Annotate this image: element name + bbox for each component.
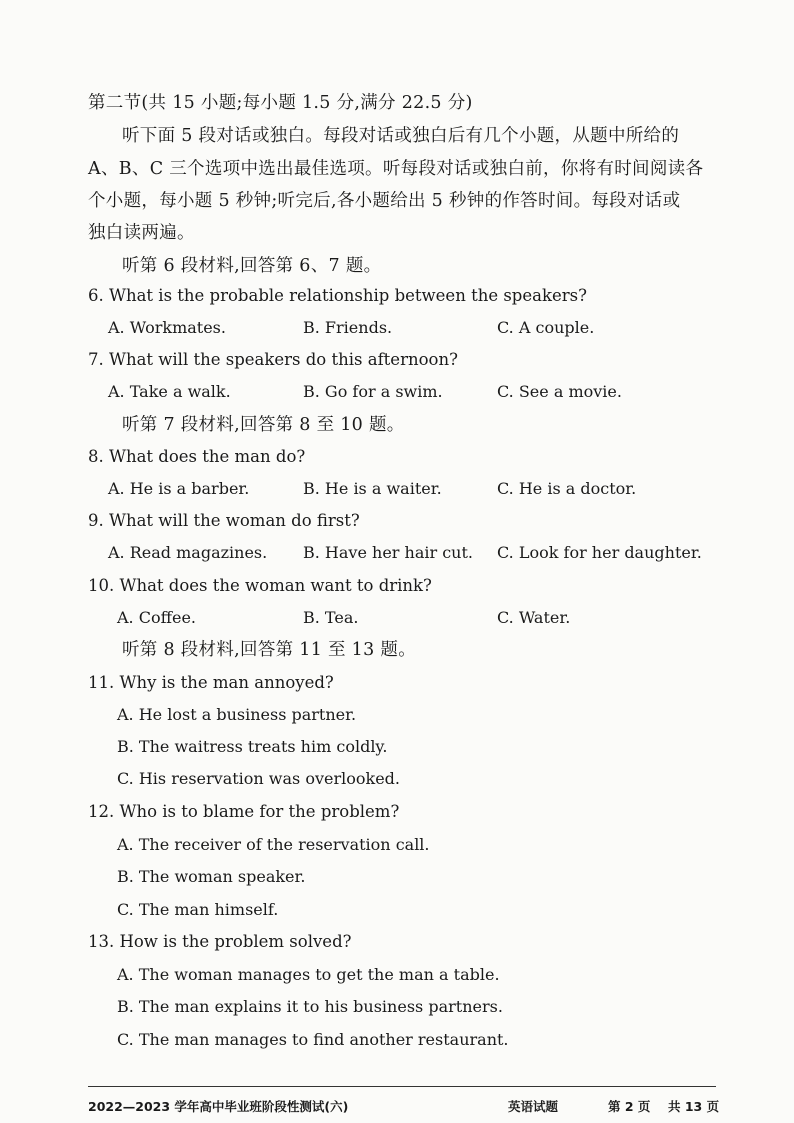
option-c: C. A couple. (497, 318, 595, 337)
option-c: C. His reservation was overlooked. (117, 769, 400, 788)
group-intro: 听第 6 段材料,回答第 6、7 题。 (122, 256, 382, 276)
footer-total-pages: 共 13 页 (668, 1099, 720, 1114)
option-c: C. See a movie. (497, 382, 622, 401)
question-stem: 8. What does the man do? (88, 447, 306, 466)
option-b: B. Have her hair cut. (303, 543, 473, 562)
question-stem: 11. Why is the man annoyed? (88, 673, 334, 692)
option-a: A. He lost a business partner. (117, 705, 357, 724)
option-b: B. The waitress treats him coldly. (117, 737, 388, 756)
option-a: A. Read magazines. (108, 543, 268, 562)
group-intro: 听第 7 段材料,回答第 8 至 10 题。 (122, 415, 405, 435)
option-c: C. Look for her daughter. (497, 543, 702, 562)
question-stem: 6. What is the probable relationship between the speakers? (88, 286, 587, 305)
option-c: C. The man manages to find another restaurant. (117, 1030, 509, 1049)
group-intro: 听第 8 段材料,回答第 11 至 13 题。 (122, 640, 417, 660)
option-b: B. The man explains it to his business partners. (117, 997, 503, 1016)
question-stem: 10. What does the woman want to drink? (88, 576, 432, 595)
footer-exam-title: 2022—2023 学年高中毕业班阶段性测试(六) (88, 1099, 349, 1114)
option-a: A. He is a barber. (108, 479, 250, 498)
instruction-line: 听下面 5 段对话或独白。每段对话或独白后有几个小题，从题中所给的 (122, 126, 680, 146)
option-b: B. Friends. (303, 318, 393, 337)
option-c: C. The man himself. (117, 900, 279, 919)
option-b: B. The woman speaker. (117, 867, 306, 886)
option-a: A. Workmates. (108, 318, 226, 337)
instruction-line: A、B、C 三个选项中选出最佳选项。听每段对话或独白前，你将有时间阅读各 (88, 159, 704, 179)
option-a: A. Take a walk. (108, 382, 231, 401)
option-a: A. The receiver of the reservation call. (117, 835, 430, 854)
footer-subject: 英语试题 (508, 1099, 559, 1114)
option-b: B. He is a waiter. (303, 479, 442, 498)
question-stem: 7. What will the speakers do this afternoon? (88, 350, 458, 369)
option-a: A. Coffee. (117, 608, 196, 627)
footer-divider (88, 1086, 716, 1087)
instruction-line: 个小题，每小题 5 秒钟;听完后,各小题给出 5 秒钟的作答时间。每段对话或 (88, 191, 681, 211)
footer-page-number: 第 2 页 (608, 1099, 651, 1114)
option-b: B. Tea. (303, 608, 359, 627)
option-c: C. Water. (497, 608, 571, 627)
option-b: B. Go for a swim. (303, 382, 443, 401)
section-heading: 第二节(共 15 小题;每小题 1.5 分,满分 22.5 分) (88, 93, 473, 113)
instruction-line: 独白读两遍。 (88, 223, 195, 243)
option-a: A. The woman manages to get the man a table. (117, 965, 500, 984)
question-stem: 12. Who is to blame for the problem? (88, 802, 400, 821)
option-c: C. He is a doctor. (497, 479, 637, 498)
question-stem: 9. What will the woman do first? (88, 511, 360, 530)
question-stem: 13. How is the problem solved? (88, 932, 352, 951)
